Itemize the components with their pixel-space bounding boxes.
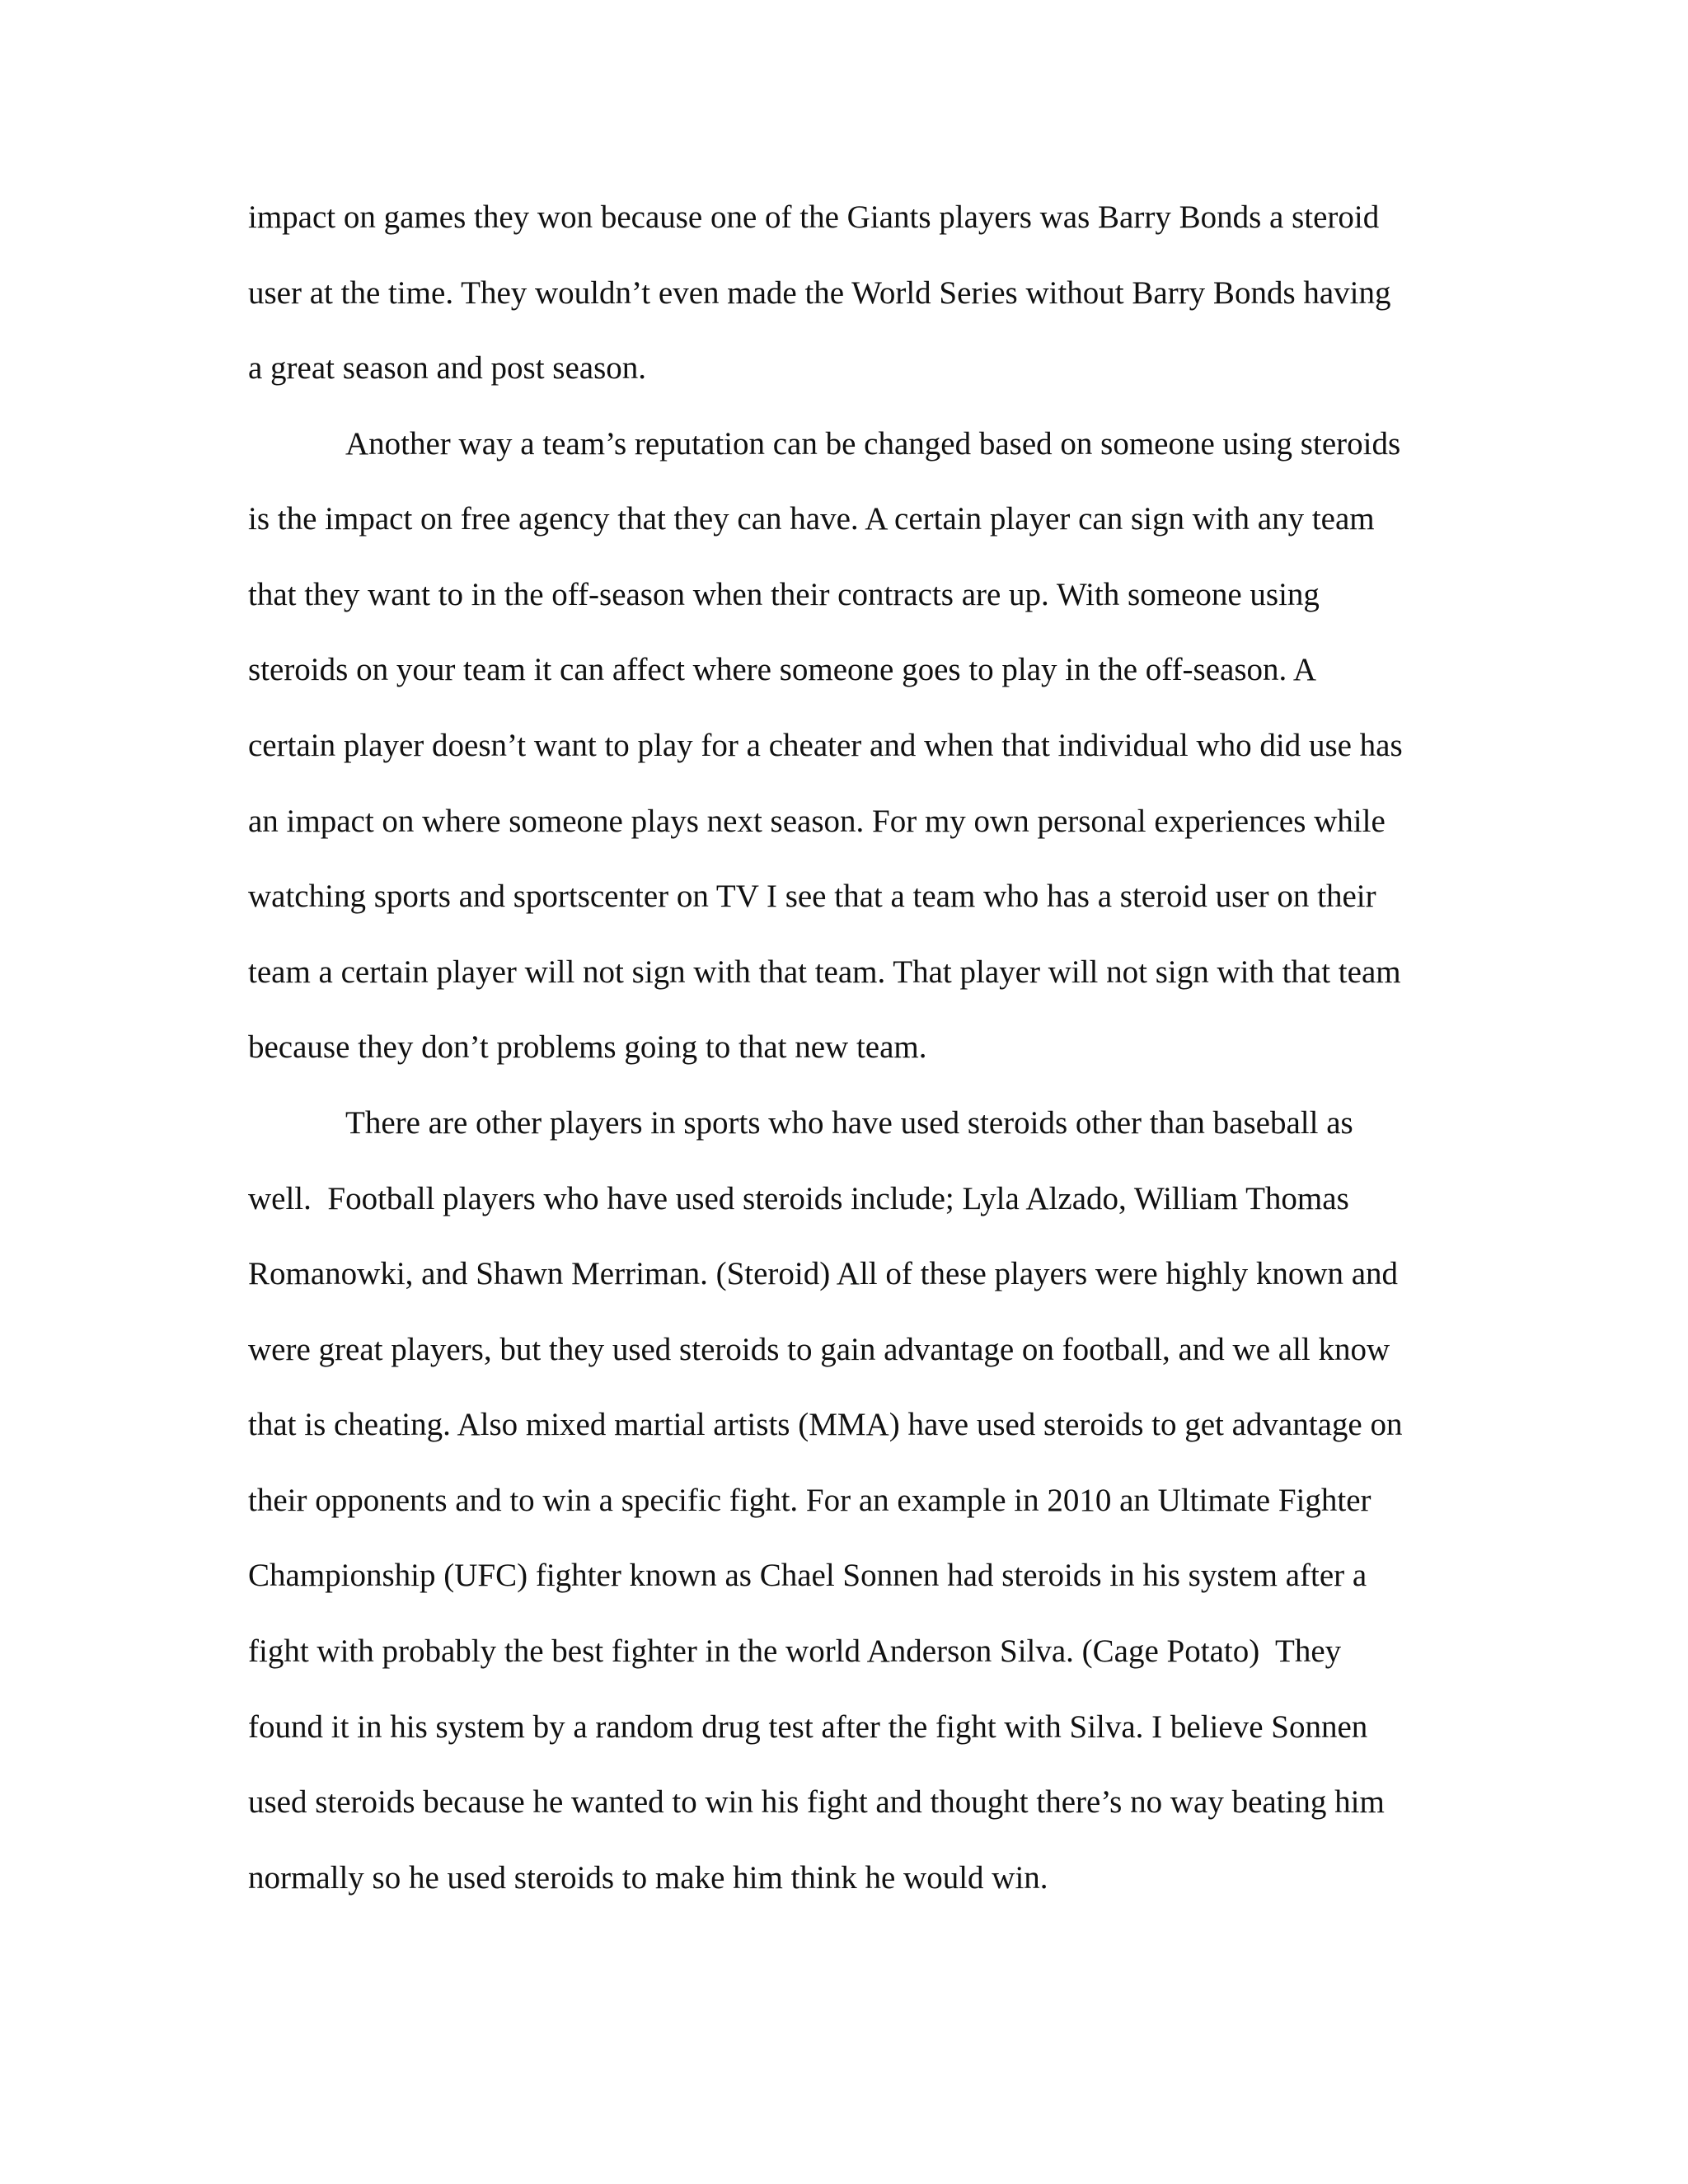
text-line: normally so he used steroids to make him think he would win. bbox=[248, 1860, 1048, 1896]
text-line: user at the time. They wouldn’t even made the World Series without Barry Bonds having bbox=[248, 275, 1391, 311]
text-line: steroids on your team it can affect where someone goes to play in the off-season. A bbox=[248, 652, 1317, 687]
text-line: watching sports and sportscenter on TV I see that a team who has a steroid user on their bbox=[248, 879, 1376, 914]
text-line: well. Football players who have used steroids include; Lyla Alzado, William Thomas bbox=[248, 1181, 1349, 1216]
text-line: certain player doesn’t want to play for a cheater and when that individual who did use has bbox=[248, 728, 1403, 763]
paragraph-first-line: Another way a team’s reputation can be changed based on someone using steroids bbox=[345, 426, 1401, 462]
text-line: their opponents and to win a specific fight. For an example in 2010 an Ultimate Fighter bbox=[248, 1483, 1372, 1518]
text-line: used steroids because he wanted to win his fight and thought there’s no way beating him bbox=[248, 1784, 1385, 1820]
text-line: is the impact on free agency that they can have. A certain player can sign with any team bbox=[248, 501, 1375, 537]
text-line: that is cheating. Also mixed martial artists (MMA) have used steroids to get advantage on bbox=[248, 1407, 1403, 1442]
text-line: impact on games they won because one of the Giants players was Barry Bonds a steroid bbox=[248, 199, 1380, 235]
text-line: that they want to in the off-season when their contracts are up. With someone using bbox=[248, 577, 1320, 612]
text-line: were great players, but they used steroids to gain advantage on football, and we all know bbox=[248, 1332, 1390, 1367]
text-line: found it in his system by a random drug test after the fight with Silva. I believe Sonnen bbox=[248, 1709, 1368, 1745]
text-line: fight with probably the best fighter in the world Anderson Silva. (Cage Potato) They bbox=[248, 1633, 1342, 1669]
text-line: a great season and post season. bbox=[248, 350, 647, 386]
text-line: an impact on where someone plays next season. For my own personal experiences while bbox=[248, 804, 1386, 839]
text-line: team a certain player will not sign with that team. That player will not sign with that team bbox=[248, 954, 1401, 990]
text-line: Romanowki, and Shawn Merriman. (Steroid) All of these players were highly known and bbox=[248, 1256, 1399, 1291]
text-line: because they don’t problems going to that new team. bbox=[248, 1029, 927, 1065]
paragraph-first-line: There are other players in sports who have used steroids other than baseball as bbox=[345, 1105, 1353, 1141]
text-line: Championship (UFC) fighter known as Chael Sonnen had steroids in his system after a bbox=[248, 1558, 1367, 1593]
